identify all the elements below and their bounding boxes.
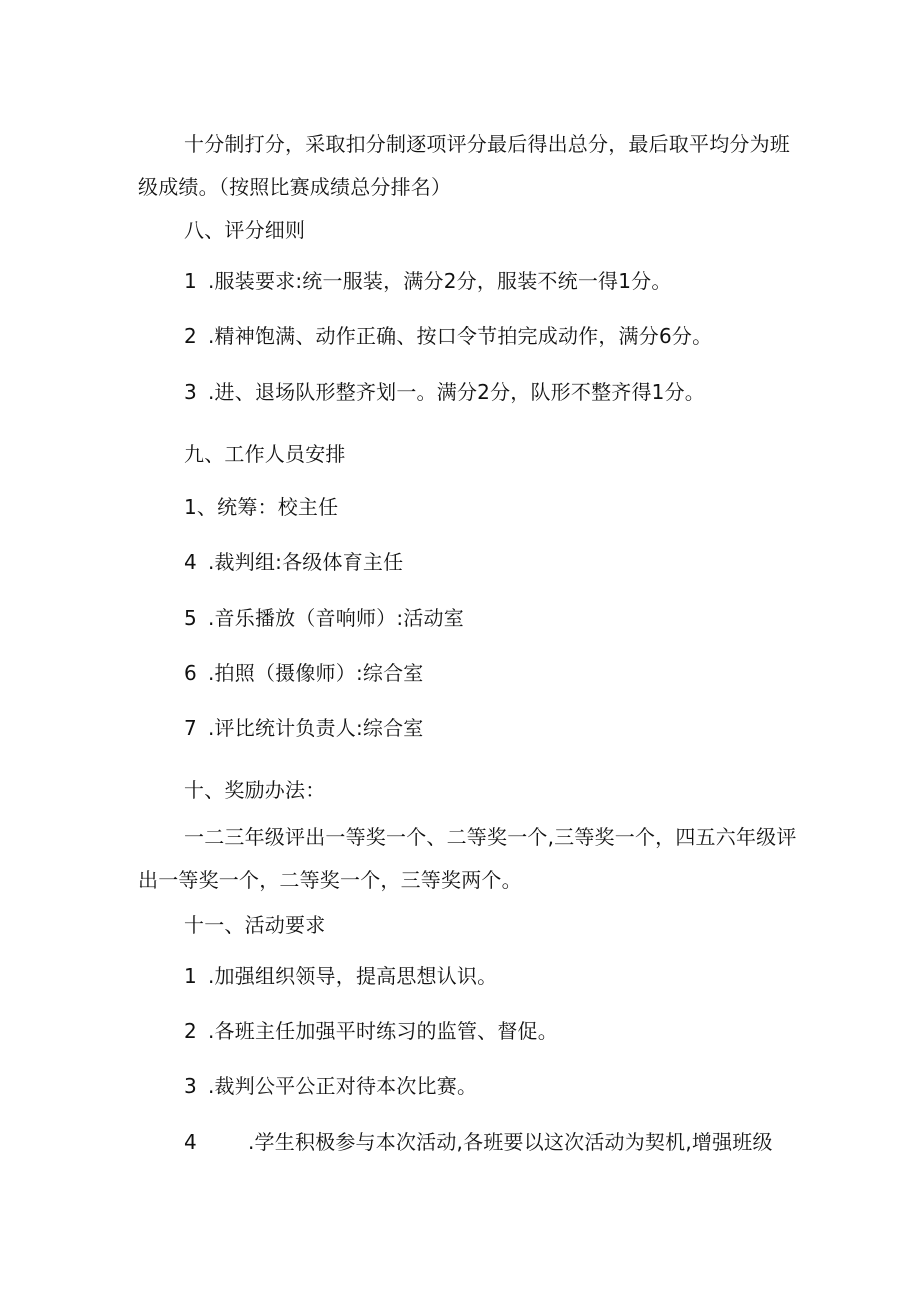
list-item-number: 5	[184, 606, 197, 630]
list-item-number: 4	[184, 550, 197, 574]
list-item-text: .评比统计负责人:综合室	[208, 716, 424, 740]
list-item-text: .学生积极参与本次活动,各班要以这次活动为契机,增强班级	[248, 1130, 773, 1154]
section-heading: 八、评分细则	[184, 218, 306, 242]
section-heading: 九、工作人员安排	[184, 442, 346, 466]
paragraph-line: 十分制打分，采取扣分制逐项评分最后得出总分，最后取平均分为班	[184, 132, 790, 156]
list-item	[184, 267, 672, 295]
list-item-number: 3	[184, 1074, 197, 1098]
list-item	[184, 962, 497, 990]
section-heading: 十一、活动要求	[184, 913, 326, 937]
list-item-number: 1	[184, 269, 197, 293]
paragraph-line: 级成绩。（按照比赛成绩总分排名）	[138, 175, 452, 199]
list-item-number: 6	[184, 661, 197, 685]
paragraph-line: 一二三年级评出一等奖一个、二等奖一个,三等奖一个，四五六年级评	[184, 825, 797, 849]
list-item	[184, 714, 424, 742]
list-item-text: .各班主任加强平时练习的监管、督促。	[208, 1019, 558, 1043]
list-item-text: .裁判组:各级体育主任	[208, 550, 404, 574]
section-heading: 十、奖励办法：	[184, 778, 326, 802]
list-item-number: 1	[184, 964, 197, 988]
list-item-text: .服装要求:统一服装，满分2分，服装不统一得1分。	[208, 269, 672, 293]
list-item-number: 2	[184, 324, 197, 348]
list-item	[184, 322, 712, 350]
list-item	[184, 604, 464, 632]
list-item-text: .裁判公平公正对待本次比赛。	[208, 1074, 478, 1098]
list-item-text: .进、退场队形整齐划一。满分2分，队形不整齐得1分。	[208, 380, 706, 404]
list-item	[184, 378, 705, 406]
paragraph-line: 出一等奖一个，二等奖一个，三等奖两个。	[138, 868, 522, 892]
list-item	[184, 548, 403, 576]
list-item-text: .拍照（摄像师）:综合室	[208, 661, 424, 685]
list-item-number: 7	[184, 716, 197, 740]
list-item	[184, 659, 424, 687]
list-item	[184, 1017, 558, 1045]
list-item	[184, 1072, 477, 1100]
list-item-number: 3	[184, 380, 197, 404]
list-item-text: .精神饱满、动作正确、按口令节拍完成动作，满分6分。	[208, 324, 713, 348]
list-item-text: .音乐播放（音响师）:活动室	[208, 606, 464, 630]
list-item: 1、统筹：校主任	[184, 495, 339, 519]
list-item	[184, 1128, 773, 1156]
list-item-number: 4	[184, 1130, 197, 1154]
list-item-text: .加强组织领导，提高思想认识。	[208, 964, 498, 988]
list-item-number: 2	[184, 1019, 197, 1043]
